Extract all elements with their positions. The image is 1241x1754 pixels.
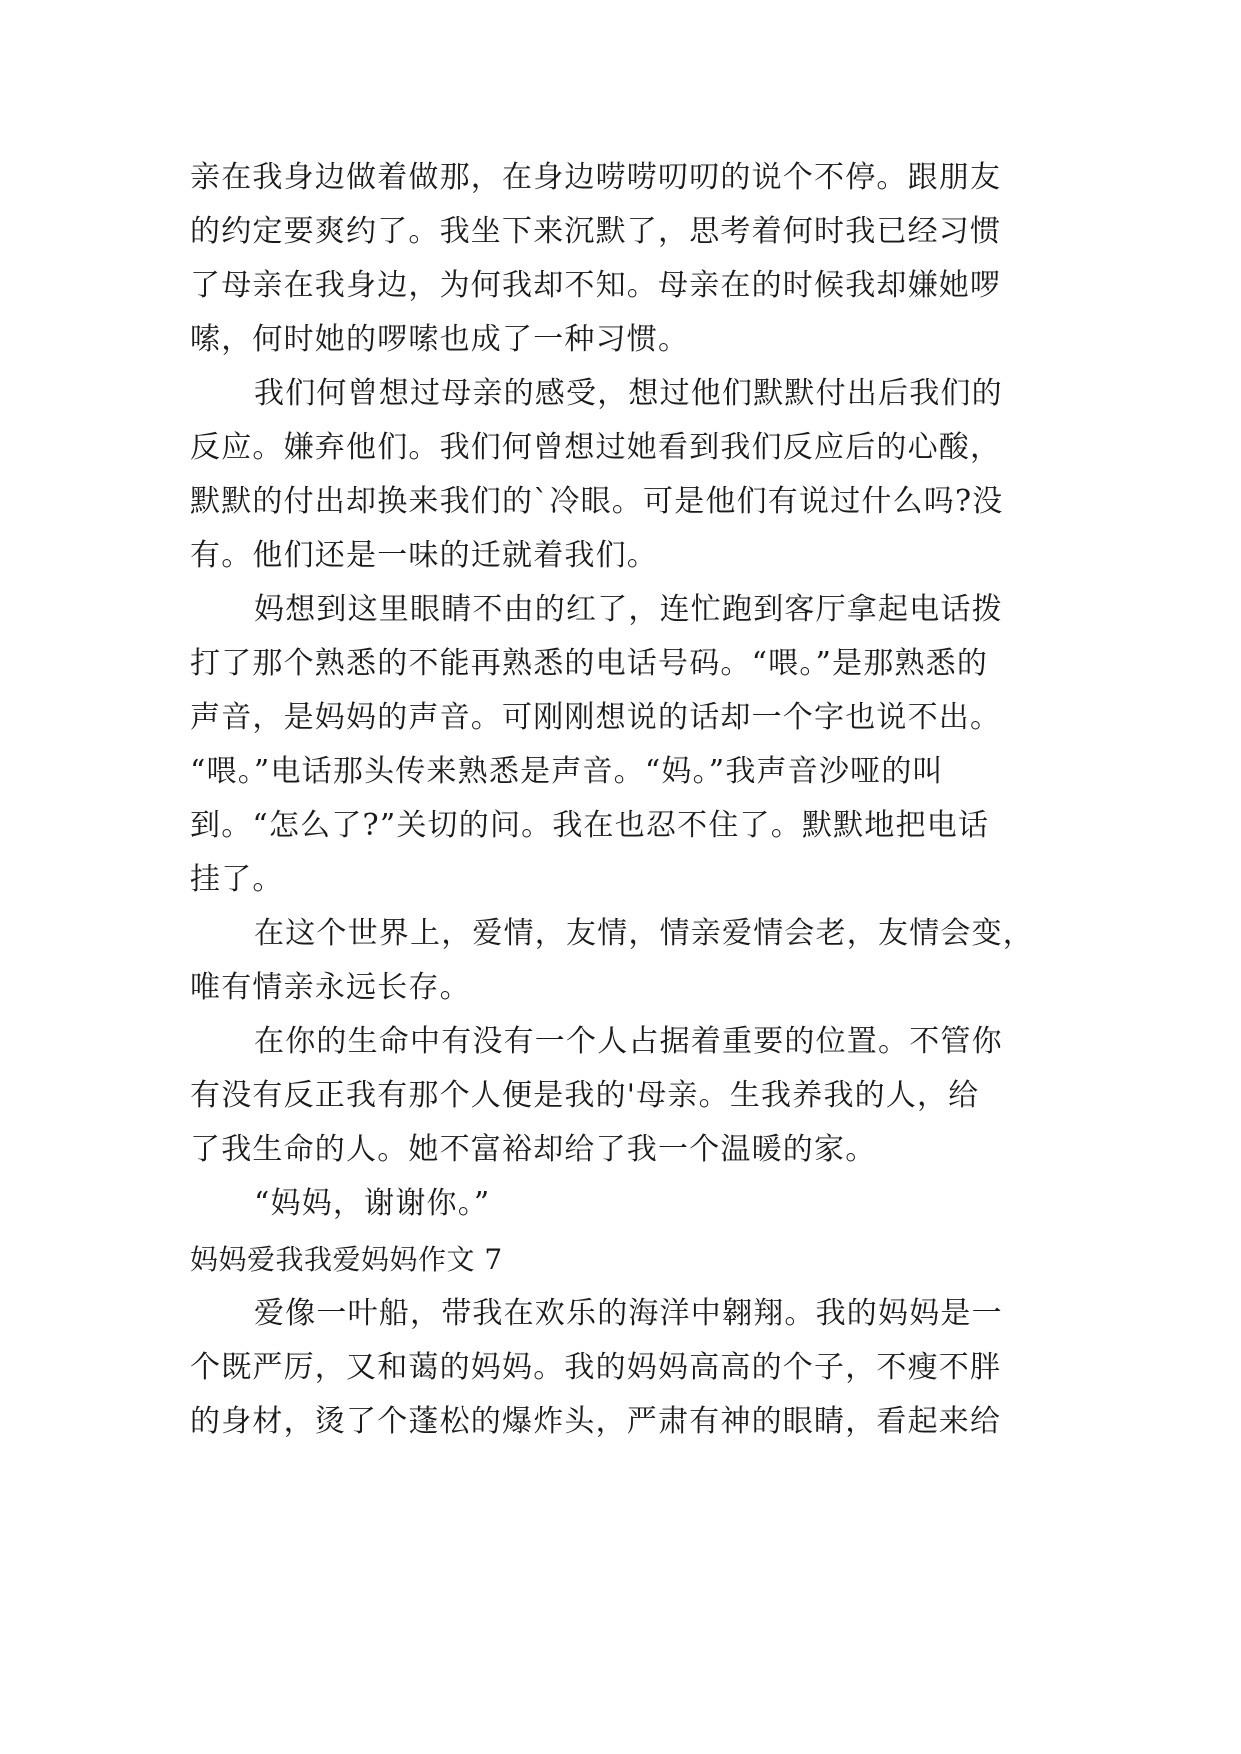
paragraph-start-line: 爱像一叶船，带我在欢乐的海洋中翱翔。我的妈妈是一 [254,1296,1003,1331]
quote-line: “妈妈，谢谢你。” [254,1186,491,1221]
text-line: 了我生命的人。她不富裕却给了我一个温暖的家。 [190,1132,877,1167]
text-line: 挂了。 [190,862,284,897]
text-line: 声音，是妈妈的声音。可刚刚想说的话却一个字也说不出。 [190,700,1002,735]
text-line: 唯有情亲永远长存。 [190,970,471,1005]
text-line: “喂。”电话那头传来熟悉是声音。“妈。”我声音沙哑的叫 [190,754,944,789]
text-line: 的约定要爽约了。我坐下来沉默了，思考着何时我已经习惯 [190,214,1002,249]
text-line: 打了那个熟悉的不能再熟悉的电话号码。“喂。”是那熟悉的 [190,646,989,681]
paragraph-start-line: 我们何曾想过母亲的感受，想过他们默默付出后我们的 [254,376,1003,411]
paragraph-start-line: 在这个世界上，爱情，友情，情亲爱情会老，友情会变， [254,916,1034,951]
paragraph-start-line: 妈想到这里眼睛不由的红了，连忙跑到客厅拿起电话拨 [254,592,1003,627]
text-line: 的身材，烫了个蓬松的爆炸头，严肃有神的眼睛，看起来给 [190,1404,1002,1439]
text-line: 默默的付出却换来我们的`冷眼。可是他们有说过什么吗?没 [190,484,1004,519]
text-line: 亲在我身边做着做那，在身边唠唠叨叨的说个不停。跟朋友 [190,160,1002,195]
text-line: 了母亲在我身边，为何我却不知。母亲在的时候我却嫌她啰 [190,268,1002,303]
text-line: 到。“怎么了?”关切的问。我在也忍不住了。默默地把电话 [190,808,990,843]
text-line: 有。他们还是一味的迁就着我们。 [190,538,658,573]
text-line: 嗦，何时她的啰嗦也成了一种习惯。 [190,322,690,357]
text-line: 个既严厉，又和蔼的妈妈。我的妈妈高高的个子，不瘦不胖 [190,1350,1002,1385]
paragraph-start-line: 在你的生命中有没有一个人占据着重要的位置。不管你 [254,1024,1003,1059]
section-heading: 妈妈爱我我爱妈妈作文 7 [190,1243,503,1276]
text-line: 有没有反正我有那个人便是我的'母亲。生我养我的人，给 [190,1078,980,1113]
text-line: 反应。嫌弃他们。我们何曾想过她看到我们反应后的心酸， [190,430,1002,465]
